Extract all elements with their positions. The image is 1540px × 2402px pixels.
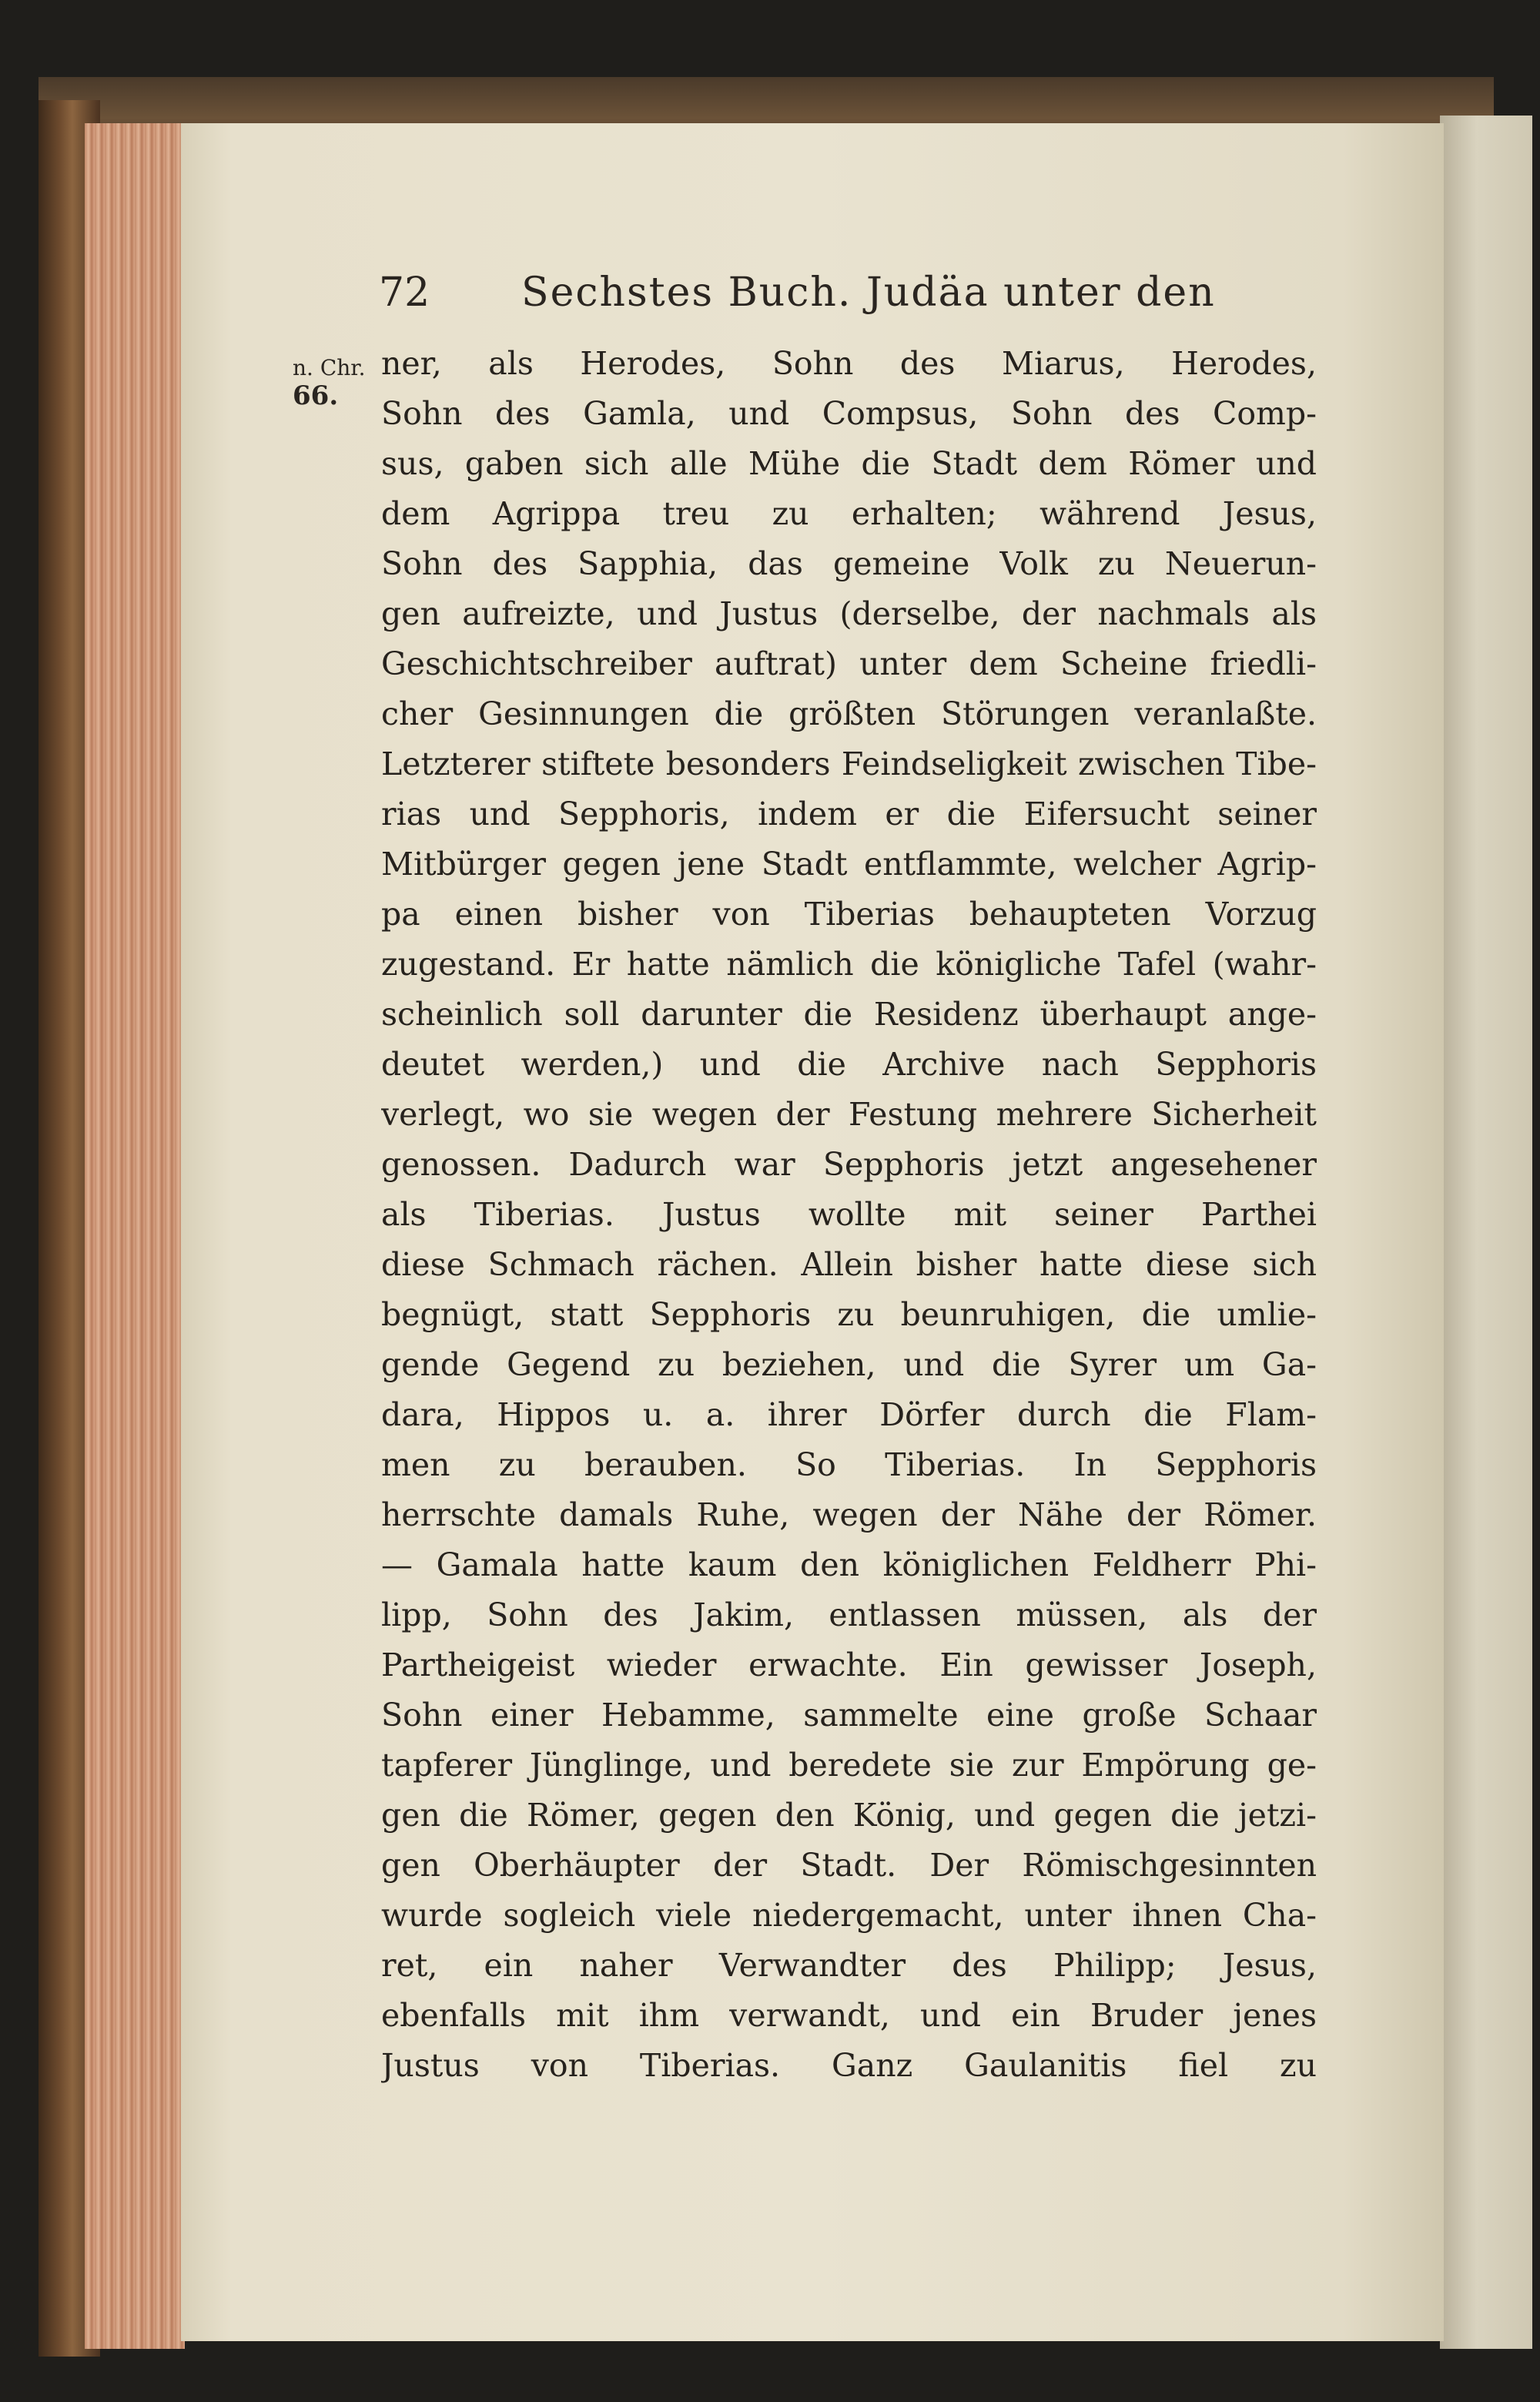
text-line: sus, gaben sich alle Mühe die Stadt dem Römer und	[381, 445, 1317, 482]
text-line: ebenfalls mit ihm verwandt, und ein Bruder jenes	[381, 1997, 1317, 2034]
text-line: Sohn einer Hebamme, sammelte eine große Schaar	[381, 1697, 1317, 1734]
text-line: cher Gesinnungen die größten Störungen veranlaßte.	[381, 695, 1317, 732]
body-text	[381, 339, 1317, 2091]
text-line: Sohn des Sapphia, das gemeine Volk zu Neuerun-	[381, 545, 1317, 582]
text-line: wurde sogleich viele niedergemacht, unter ihnen Cha-	[381, 1897, 1317, 1934]
text-line: herrschte damals Ruhe, wegen der Nähe der Römer.	[381, 1496, 1317, 1533]
text-line: begnügt, statt Sepphoris zu beunruhigen, die umlie-	[381, 1296, 1317, 1333]
page-header	[379, 262, 1226, 323]
running-head: Sechstes Buch. Judäa unter den	[521, 270, 1216, 316]
text-line: genossen. Dadurch war Sepphoris jetzt angesehener	[381, 1146, 1317, 1183]
text-line: gen Oberhäupter der Stadt. Der Römischgesinnten	[381, 1847, 1317, 1884]
text-line: Mitbürger gegen jene Stadt entflammte, welcher Agrip-	[381, 846, 1317, 883]
text-line: dara, Hippos u. a. ihrer Dörfer durch die Flam-	[381, 1396, 1317, 1433]
text-line: diese Schmach rächen. Allein bisher hatte diese sich	[381, 1246, 1317, 1283]
text-line: Geschichtschreiber auftrat) unter dem Scheine friedli-	[381, 645, 1317, 682]
margin-note	[293, 354, 377, 410]
text-line: lipp, Sohn des Jakim, entlassen müssen, als der	[381, 1596, 1317, 1633]
text-line: tapferer Jünglinge, und beredete sie zur Empörung ge-	[381, 1747, 1317, 1784]
text-line: deutet werden,) und die Archive nach Sepphoris	[381, 1046, 1317, 1083]
page-edges	[85, 123, 185, 2349]
text-line: gen die Römer, gegen den König, und gegen die jetzi-	[381, 1797, 1317, 1834]
text-line: rias und Sepphoris, indem er die Eifersucht seiner	[381, 796, 1317, 832]
text-line: Sohn des Gamla, und Compsus, Sohn des Comp-	[381, 395, 1317, 432]
text-line: men zu berauben. So Tiberias. In Sepphoris	[381, 1446, 1317, 1483]
text-line: als Tiberias. Justus wollte mit seiner Parthei	[381, 1196, 1317, 1233]
text-line: ret, ein naher Verwandter des Philipp; Jesus,	[381, 1947, 1317, 1984]
margin-note-label: n. Chr.	[293, 355, 366, 380]
adjacent-page-edge	[1440, 116, 1532, 2349]
margin-note-year: 66.	[293, 380, 339, 411]
text-line: Justus von Tiberias. Ganz Gaulanitis fiel zu	[381, 2047, 1317, 2084]
page-number: 72	[379, 270, 430, 316]
text-line: zugestand. Er hatte nämlich die königliche Tafel (wahr-	[381, 946, 1317, 983]
text-line: gen aufreizte, und Justus (derselbe, der nachmals als	[381, 595, 1317, 632]
text-line: ner, als Herodes, Sohn des Miarus, Herodes,	[381, 345, 1317, 382]
text-line: gende Gegend zu beziehen, und die Syrer um Ga-	[381, 1346, 1317, 1383]
text-line: scheinlich soll darunter die Residenz überhaupt ange-	[381, 996, 1317, 1033]
text-line: — Gamala hatte kaum den königlichen Feldherr Phi-	[381, 1546, 1317, 1583]
text-line: verlegt, wo sie wegen der Festung mehrere Sicherheit	[381, 1096, 1317, 1133]
text-line: pa einen bisher von Tiberias behaupteten Vorzug	[381, 896, 1317, 933]
text-line: dem Agrippa treu zu erhalten; während Jesus,	[381, 495, 1317, 532]
text-line: Partheigeist wieder erwachte. Ein gewisser Joseph,	[381, 1647, 1317, 1683]
text-line: Letzterer stiftete besonders Feindseligkeit zwischen Tibe-	[381, 745, 1317, 782]
